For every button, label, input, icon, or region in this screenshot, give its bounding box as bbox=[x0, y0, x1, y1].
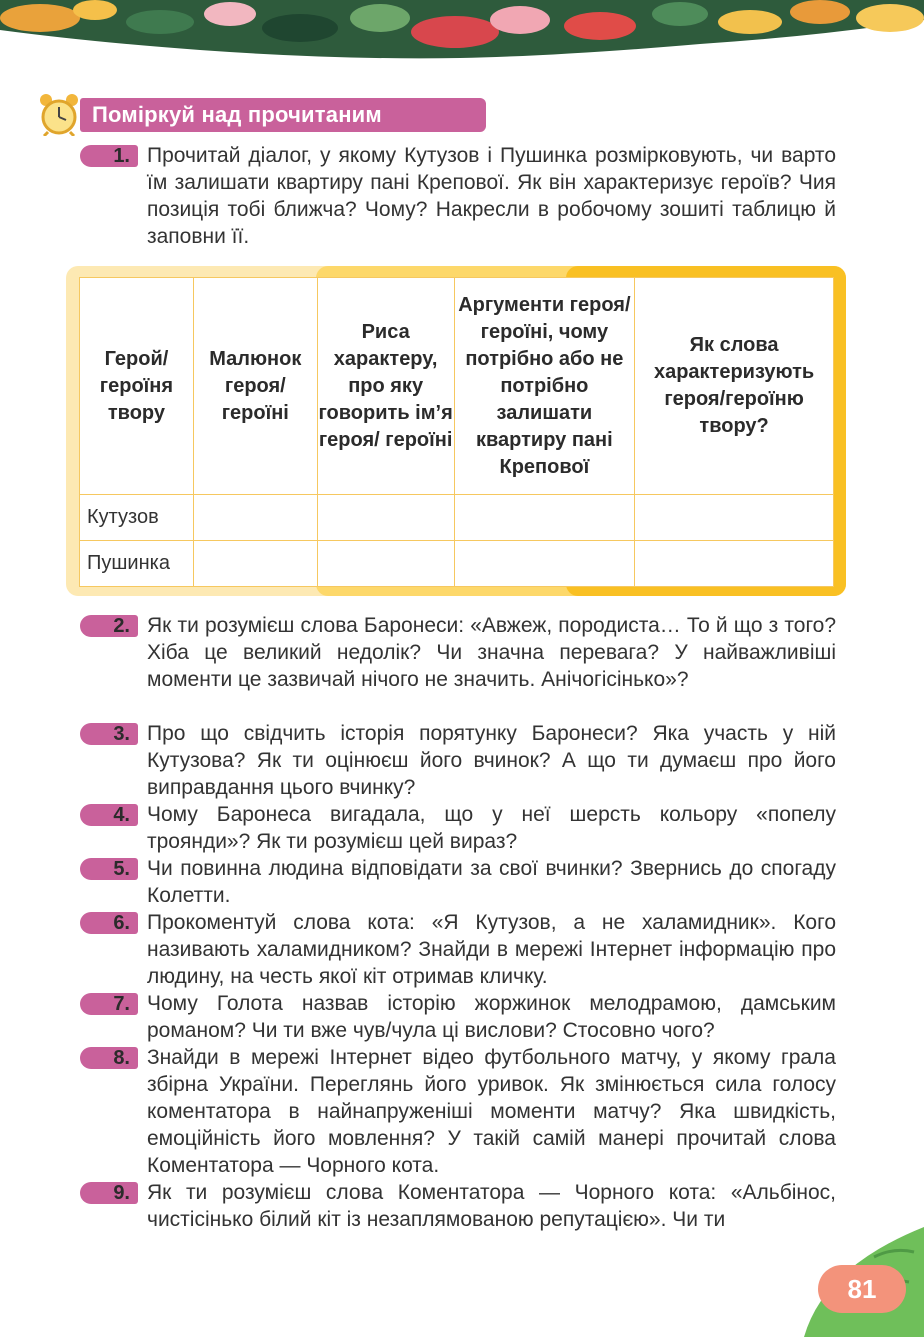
table-cell bbox=[317, 541, 454, 587]
question-number: 2. bbox=[80, 615, 138, 637]
question-number: 1. bbox=[80, 145, 138, 167]
table-header-cell: Аргументи героя/ героїні, чому потрібно або не потрібно залишати квартиру пані Крепової bbox=[454, 278, 635, 495]
question-text: Чому Голота назвав історію жоржинок мелодрамою, дамським романом? Чи ти вже чув/чула ці вислови? Стосовно чого? bbox=[147, 992, 836, 1042]
question-number: 9. bbox=[80, 1182, 138, 1204]
question-number: 6. bbox=[80, 912, 138, 934]
question-4 bbox=[80, 801, 836, 855]
question-1 bbox=[80, 142, 836, 250]
page-number: 81 bbox=[818, 1265, 906, 1313]
question-3 bbox=[80, 720, 836, 801]
table-cell bbox=[193, 541, 317, 587]
question-text: Знайди в мережі Інтернет відео футбольного матчу, у якому грала збірна України. Переглянь його уривок. Як змінюється сила голосу коментатора в найнапруженіші моменти матчу? Яка швидкість, емоційність його мовлення? У такій самій манері прочитай слова Коментатора — Чорного кота. bbox=[147, 1046, 836, 1177]
question-number: 3. bbox=[80, 723, 138, 745]
table-row bbox=[80, 541, 834, 587]
question-text: Чому Баронеса вигадала, що у неї шерсть кольору «попелу троянди»? Як ти розумієш цей вираз? bbox=[147, 803, 836, 853]
row-label: Пушинка bbox=[80, 541, 194, 587]
table-cell bbox=[635, 541, 834, 587]
question-5 bbox=[80, 855, 836, 909]
question-8 bbox=[80, 1044, 836, 1179]
table-header-cell: Риса характеру, про яку говорить ім’я героя/ героїні bbox=[317, 278, 454, 495]
question-number: 5. bbox=[80, 858, 138, 880]
table-header-cell: Малюнок героя/ героїні bbox=[193, 278, 317, 495]
table-header-cell: Герой/ героїня твору bbox=[80, 278, 194, 495]
table-cell bbox=[454, 541, 635, 587]
section-title: Поміркуй над прочитаним bbox=[80, 98, 486, 132]
table-row bbox=[80, 495, 834, 541]
table-header-row bbox=[80, 278, 834, 495]
question-number: 4. bbox=[80, 804, 138, 826]
question-text: Прочитай діалог, у якому Кутузов і Пушинка розмірковують, чи варто їм залишати квартиру пані Крепової. Як він характеризує героїв? Чия позиція тобі ближча? Чому? Накресли в робочому зошиті таблицю й заповни її. bbox=[147, 144, 836, 248]
alarm-clock-icon bbox=[38, 92, 80, 136]
question-text: Чи повинна людина відповідати за свої вчинки? Звернись до спогаду Колетти. bbox=[147, 857, 836, 907]
question-text: Як ти розумієш слова Баронеси: «Авжеж, породиста… То й що з того? Хіба це великий недолік? Чи значна перевага? У найважливіші моменти це зазвичай нічого не значить. Анічогісінько»? bbox=[147, 614, 836, 691]
table-cell bbox=[454, 495, 635, 541]
table-cell bbox=[193, 495, 317, 541]
question-9 bbox=[80, 1179, 836, 1233]
question-text: Як ти розумієш слова Коментатора — Чорного кота: «Альбінос, чистісінько білий кіт із незаплямованою репутацією». Чи ти bbox=[147, 1181, 836, 1231]
table-cell bbox=[635, 495, 834, 541]
characters-table bbox=[66, 266, 846, 596]
table-header-cell: Як слова характеризують героя/героїню твору? bbox=[635, 278, 834, 495]
question-7 bbox=[80, 990, 836, 1044]
question-text: Прокоментуй слова кота: «Я Кутузов, а не халамидник». Кого називають халамидником? Знайди в мережі Інтернет інформацію про людину, на честь якої кіт отримав кличку. bbox=[147, 911, 836, 988]
question-text: Про що свідчить історія порятунку Баронеси? Яка участь у ній Кутузова? Як ти оцінюєш його вчинок? А що ти думаєш про його виправдання цього вчинку? bbox=[147, 722, 836, 799]
floral-banner bbox=[0, 0, 924, 60]
question-number: 8. bbox=[80, 1047, 138, 1069]
row-label: Кутузов bbox=[80, 495, 194, 541]
question-2 bbox=[80, 612, 836, 693]
question-number: 7. bbox=[80, 993, 138, 1015]
question-6 bbox=[80, 909, 836, 990]
table-cell bbox=[317, 495, 454, 541]
